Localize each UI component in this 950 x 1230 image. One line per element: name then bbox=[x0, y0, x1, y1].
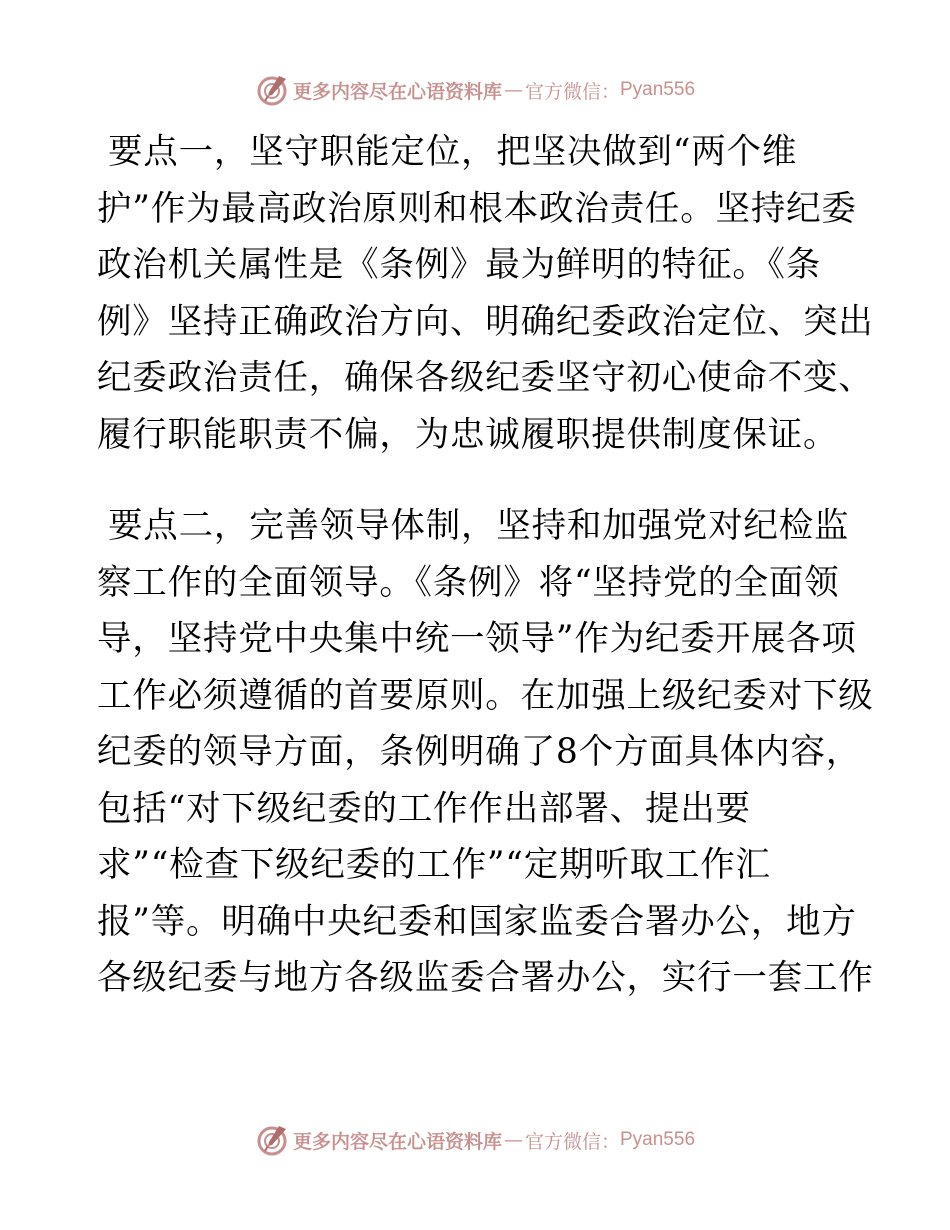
text-line: 纪委政治责任，确保各级纪委坚守初心使命不变、 bbox=[97, 358, 874, 398]
watermark-wechat-label: 官方微信： bbox=[524, 1130, 620, 1153]
watermark-separator: — bbox=[503, 1129, 523, 1151]
text-line: 例》坚持正确政治方向、明确纪委政治定位、突出 bbox=[97, 301, 874, 342]
text-line: 履行职能职责不偏，为忠诚履职提供制度保证。 bbox=[97, 414, 839, 455]
watermark-text: 更多内容尽在心语资料库 bbox=[292, 1130, 502, 1153]
watermark-wechat-label: 官方微信： bbox=[524, 80, 620, 103]
text-line: 包括“对下级纪委的工作作出部署、提出要 bbox=[97, 788, 751, 829]
text-line: 护”作为最高政治原则和根本政治责任。坚持纪委 bbox=[97, 188, 857, 229]
watermark-wechat-id: Pyan556 bbox=[620, 1129, 696, 1150]
text-line: 政治机关属性是《条例》最为鲜明的特征。《条 bbox=[97, 245, 822, 285]
text-line: 报”等。明确中央纪委和国家监委合署办公，地方 bbox=[97, 901, 857, 942]
header-watermark bbox=[0, 70, 950, 110]
text-line: 工作必须遵循的首要原则。在加强上级纪委对下级 bbox=[97, 675, 874, 716]
paragraph-point-two bbox=[97, 498, 874, 1007]
watermark-text: 更多内容尽在心语资料库 bbox=[292, 80, 502, 103]
watermark-wechat-id: Pyan556 bbox=[620, 79, 696, 100]
text-line: 察工作的全面领导。《条例》将“坚持党的全面领 bbox=[97, 562, 840, 603]
pen-logo-icon bbox=[255, 73, 289, 107]
document-body bbox=[97, 124, 874, 1007]
pen-logo-icon bbox=[255, 1123, 289, 1157]
paragraph-point-one bbox=[97, 124, 874, 463]
text-line: 各级纪委与地方各级监委合署办公，实行一套工作 bbox=[97, 958, 874, 998]
text-line: 要点二，完善领导体制，坚持和加强党对纪检监 bbox=[108, 506, 850, 546]
text-line: 求”“检查下级纪委的工作”“定期听取工作汇 bbox=[97, 845, 771, 885]
text-line: 要点一，坚守职能定位，把坚决做到“两个维 bbox=[108, 132, 798, 172]
watermark-separator: — bbox=[503, 79, 523, 101]
text-line: 纪委的领导方面，条例明确了8个方面具体内容， bbox=[97, 732, 862, 772]
text-line: 导，坚持党中央集中统一领导”作为纪委开展各项 bbox=[97, 619, 857, 659]
footer-watermark bbox=[0, 1120, 950, 1160]
